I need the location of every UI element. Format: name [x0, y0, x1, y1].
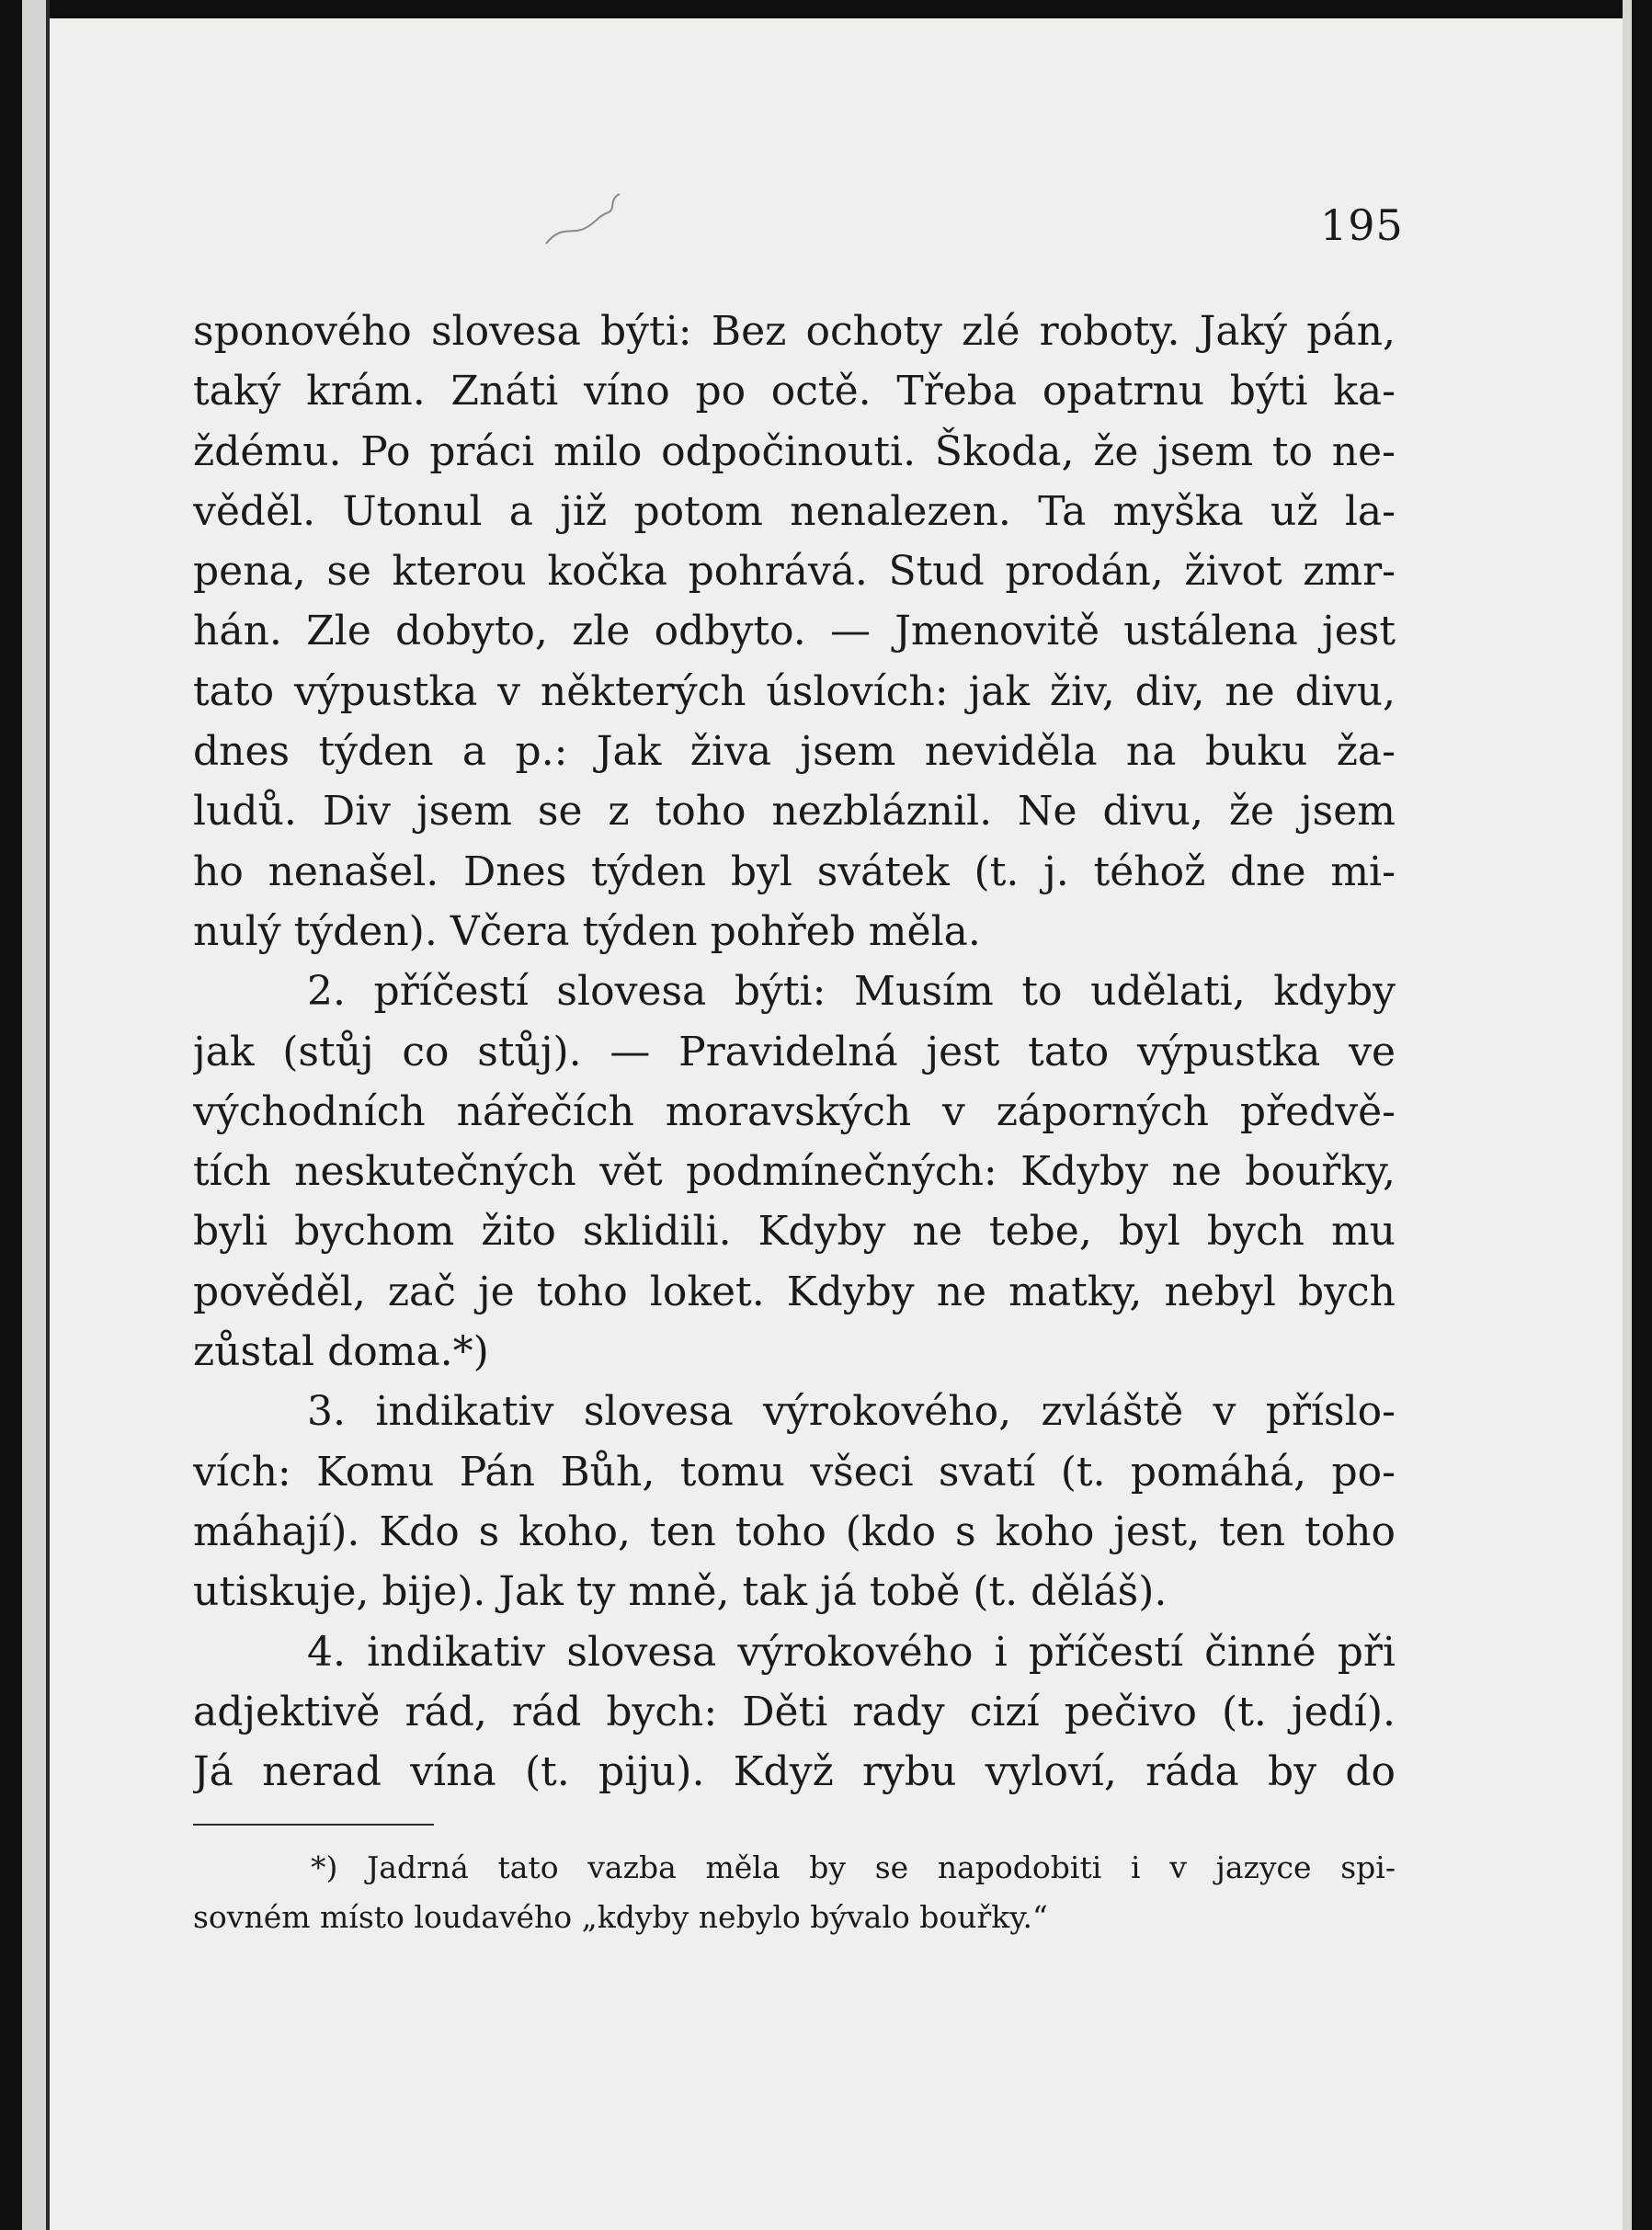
text-line: věděl. Utonul a již potom nenalezen. Ta myška už la-: [193, 487, 1396, 535]
text-line: utiskuje, bije). Jak ty mně, tak já tobě (t. děláš).: [193, 1568, 1168, 1616]
text-line: 4. indikativ slovesa výrokového i příčestí činné při: [307, 1628, 1396, 1676]
text-line: pověděl, zač je toho loket. Kdyby ne matky, nebyl bych: [193, 1268, 1396, 1315]
footnote-line: *) Jadrná tato vazba měla by se napodobiti i v jazyce spi-: [311, 1849, 1396, 1885]
text-line: ždému. Po práci milo odpočinouti. Škoda, že jsem to ne-: [193, 427, 1396, 475]
scan-border-right: [1632, 0, 1652, 2230]
text-line: sponového slovesa býti: Bez ochoty zlé roboty. Jaký pán,: [193, 308, 1396, 355]
text-line: taký krám. Znáti víno po octě. Třeba opatrnu býti ka-: [193, 368, 1396, 415]
text-line: dnes týden a p.: Jak živa jsem neviděla na buku ža-: [193, 728, 1396, 776]
scan-border-right-inner: [1623, 0, 1632, 2230]
scan-border-top: [0, 0, 1652, 18]
text-line: adjektivě rád, rád bych: Děti rady cizí pečivo (t. jedí).: [193, 1688, 1396, 1735]
text-line: zůstal doma.*): [193, 1328, 489, 1376]
text-line: tích neskutečných vět podmínečných: Kdyby ne bouřky,: [193, 1148, 1396, 1196]
text-line: jak (stůj co stůj). — Pravidelná jest tato výpustka ve: [193, 1028, 1396, 1075]
footnote: [193, 1843, 1396, 1942]
scan-border-left: [0, 0, 22, 2230]
text-line: vích: Komu Pán Bůh, tomu všeci svatí (t. pomáhá, po-: [193, 1448, 1396, 1496]
text-line: byli bychom žito sklidili. Kdyby ne tebe, byl bych mu: [193, 1208, 1396, 1256]
text-line: ludů. Div jsem se z toho nezbláznil. Ne divu, že jsem: [193, 788, 1396, 836]
pencil-mark: [542, 188, 634, 253]
body-text: [193, 302, 1396, 1802]
text-line: nulý týden). Včera týden pohřeb měla.: [193, 907, 981, 955]
scan-border-left-inner: [22, 0, 50, 2230]
text-line: pena, se kterou kočka pohrává. Stud prodán, život zmr-: [193, 548, 1396, 596]
text-line: hán. Zle dobyto, zle odbyto. — Jmenovitě ustálena jest: [193, 608, 1396, 655]
text-line: východních nářečích moravských v záporných předvě-: [193, 1087, 1396, 1135]
text-line: 2. příčestí slovesa býti: Musím to udělati, kdyby: [307, 968, 1396, 1016]
text-line: Já nerad vína (t. piju). Když rybu vyloví, ráda by do: [193, 1748, 1396, 1796]
footnote-line: sovném místo loudavého „kdyby nebylo bývalo bouřky.“: [193, 1899, 1048, 1935]
footnote-divider: [193, 1824, 434, 1826]
text-line: ho nenašel. Dnes týden byl svátek (t. j. téhož dne mi-: [193, 848, 1396, 895]
text-line: tato výpustka v některých úslovích: jak živ, div, ne divu,: [193, 667, 1396, 715]
text-line: máhají). Kdo s koho, ten toho (kdo s koho jest, ten toho: [193, 1508, 1396, 1555]
text-line: 3. indikativ slovesa výrokového, zvláště v příslo-: [307, 1388, 1396, 1436]
page-number: 195: [1320, 200, 1404, 250]
